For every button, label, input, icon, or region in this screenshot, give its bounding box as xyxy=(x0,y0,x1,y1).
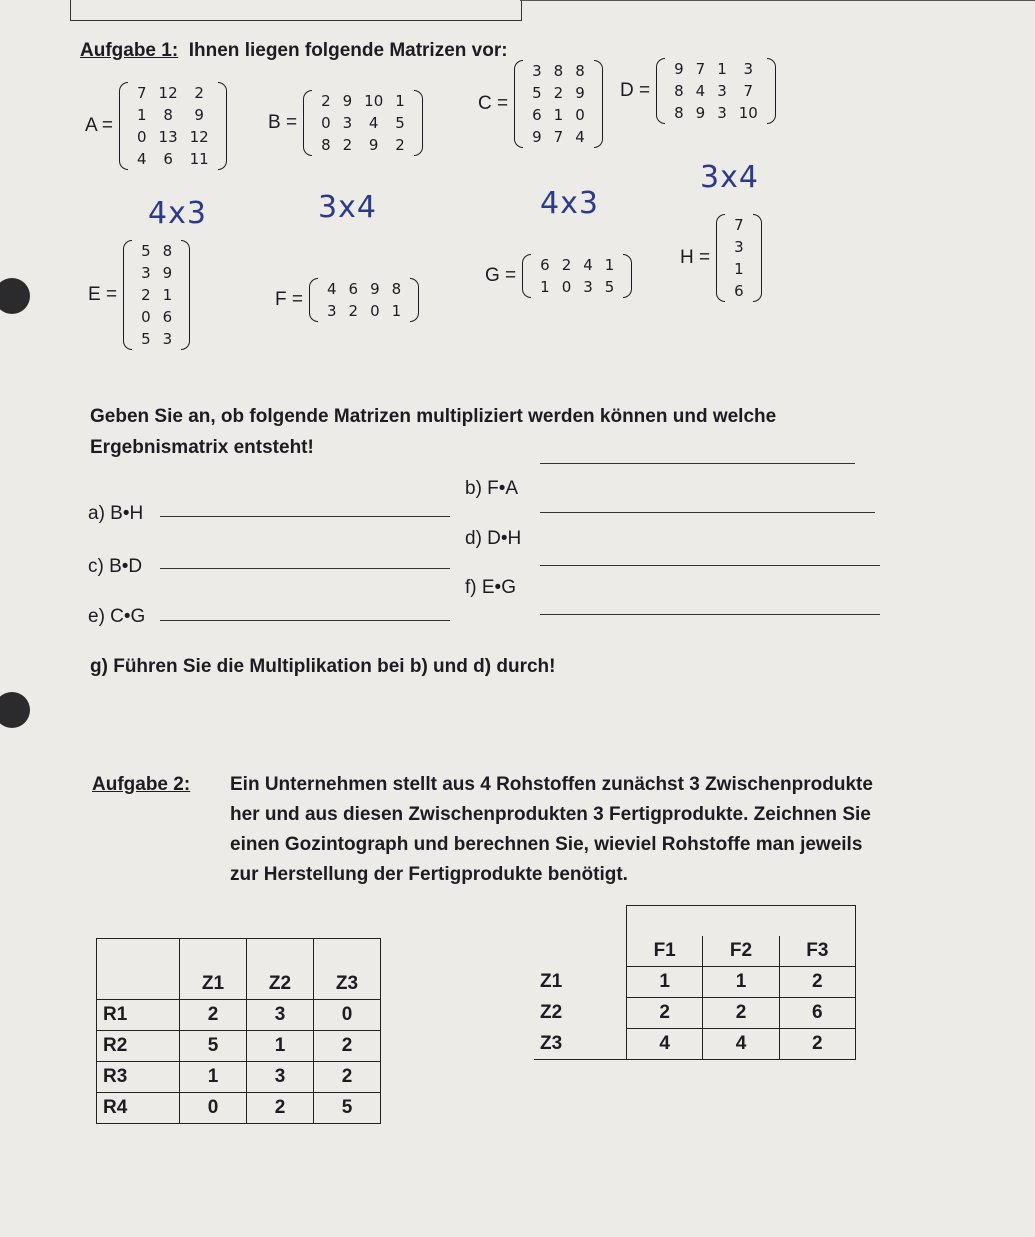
matrix-entry: 1 xyxy=(391,302,402,320)
table-cell: 1 xyxy=(627,967,703,998)
matrix-grid xyxy=(321,278,407,322)
matrix-row xyxy=(728,280,750,302)
matrix-entry: 9 xyxy=(162,264,173,282)
table-row xyxy=(534,1029,856,1060)
row-header: R2 xyxy=(97,1031,180,1062)
table-row xyxy=(534,906,856,937)
matrix-entry: 9 xyxy=(194,106,204,124)
aufgabe2-line-3: einen Gozintograph und berechnen Sie, wieviel Rohstoffe man jeweils xyxy=(230,834,863,855)
matrix-entry: 3 xyxy=(583,278,593,296)
col-header-z2: Z2 xyxy=(247,969,314,1000)
matrix-entry: 1 xyxy=(734,260,744,278)
matrix-entry: 4 xyxy=(137,150,147,168)
matrix-entry: 2 xyxy=(348,302,359,320)
aufgabe2-text xyxy=(230,770,1030,890)
aufgabe2-label-block xyxy=(92,770,190,800)
table-row xyxy=(534,998,856,1029)
item-f: f) E•G xyxy=(465,577,516,598)
matrix-entry: 7 xyxy=(743,82,754,100)
table-cell: 2 xyxy=(779,967,855,998)
matrix-c xyxy=(478,60,603,148)
matrix-entry: 8 xyxy=(674,104,684,122)
matrix-brackets xyxy=(303,90,423,156)
matrix-grid xyxy=(668,58,764,124)
table-row xyxy=(97,1000,381,1031)
matrix-entry: 8 xyxy=(553,62,564,80)
matrix-grid xyxy=(534,254,620,298)
matrix-row xyxy=(534,254,620,276)
matrix-entry: 0 xyxy=(141,308,151,326)
matrix-row xyxy=(135,240,178,262)
matrix-a xyxy=(85,82,227,170)
item-b: b) F•A xyxy=(465,478,519,499)
table-cell: 2 xyxy=(314,1031,381,1062)
aufgabe2-line-1: Ein Unternehmen stellt aus 4 Rohstoffen zunächst 3 Zwischenprodukte xyxy=(230,774,873,795)
matrix-brackets xyxy=(123,240,190,350)
matrix-row xyxy=(534,276,620,298)
matrix-grid xyxy=(315,90,411,156)
matrix-brackets xyxy=(119,82,227,170)
table-cell: 4 xyxy=(703,1029,779,1060)
matrix-brackets xyxy=(309,278,419,322)
matrix-entry: 0 xyxy=(561,278,572,296)
table-cell: 6 xyxy=(779,998,855,1029)
matrix-name: H = xyxy=(680,247,711,268)
matrix-row xyxy=(131,82,215,104)
table-row xyxy=(97,1093,381,1124)
matrix-grid xyxy=(526,60,591,148)
matrix-entry: 6 xyxy=(734,282,744,300)
aufgabe2-label: Aufgabe 2: xyxy=(92,774,191,795)
matrix-entry: 3 xyxy=(162,330,173,348)
table-cell: 5 xyxy=(314,1093,381,1124)
matrix-e xyxy=(88,240,190,350)
matrix-entry: 4 xyxy=(575,128,585,146)
matrix-entry: 1 xyxy=(137,106,147,124)
matrix-name: C = xyxy=(478,93,509,114)
matrix-name: G = xyxy=(485,265,517,286)
answer-line xyxy=(540,463,855,464)
table-header-row xyxy=(534,936,856,967)
table-cell: 5 xyxy=(180,1031,247,1062)
matrix-row xyxy=(668,58,764,80)
matrix-entry: 0 xyxy=(321,114,331,132)
question-line-2: Ergebnismatrix entsteht! xyxy=(90,437,314,458)
matrix-row xyxy=(526,82,591,104)
table-row xyxy=(97,1031,381,1062)
matrix-row xyxy=(526,104,591,126)
aufgabe1-heading xyxy=(80,40,508,62)
matrix-row xyxy=(668,80,764,102)
matrix-d xyxy=(620,58,776,124)
matrix-entry: 3 xyxy=(342,114,353,132)
matrix-row xyxy=(315,134,411,156)
matrix-entry: 3 xyxy=(532,62,542,80)
aufgabe1-intro: Ihnen liegen folgende Matrizen vor: xyxy=(188,40,508,61)
matrix-entry: 10 xyxy=(738,104,758,122)
matrix-grid xyxy=(131,82,215,170)
col-header-f1: F1 xyxy=(627,936,703,967)
matrix-brackets xyxy=(716,214,762,302)
row-header: R4 xyxy=(97,1093,180,1124)
aufgabe1-label: Aufgabe 1: xyxy=(80,40,179,61)
handwritten-note-a: 4x3 xyxy=(148,196,207,231)
answer-line-d[interactable] xyxy=(540,565,880,566)
matrix-row xyxy=(315,90,411,112)
matrix-row xyxy=(728,258,750,280)
table-cell: 0 xyxy=(180,1093,247,1124)
matrix-row xyxy=(728,214,750,236)
table-cell: 1 xyxy=(180,1062,247,1093)
matrix-row xyxy=(135,306,178,328)
matrix-entry: 3 xyxy=(141,264,151,282)
matrix-row xyxy=(315,112,411,134)
answer-line-b[interactable] xyxy=(540,512,875,513)
table-cell: 2 xyxy=(314,1062,381,1093)
matrix-entry: 4 xyxy=(583,256,593,274)
matrix-entry: 6 xyxy=(162,308,173,326)
matrix-entry: 5 xyxy=(141,242,151,260)
matrix-entry: 7 xyxy=(734,216,744,234)
col-header-z1: Z1 xyxy=(180,969,247,1000)
matrix-entry: 5 xyxy=(141,330,151,348)
matrix-name: B = xyxy=(268,112,298,133)
table-cell: 2 xyxy=(779,1029,855,1060)
matrix-entry: 8 xyxy=(163,106,173,124)
matrix-row xyxy=(668,102,764,124)
table-row xyxy=(97,1062,381,1093)
answer-line-f[interactable] xyxy=(540,614,880,615)
table-header-row xyxy=(97,969,381,1000)
matrix-entry: 13 xyxy=(158,128,178,146)
matrix-entry: 6 xyxy=(540,256,550,274)
table-cell: 2 xyxy=(627,998,703,1029)
matrix-entry: 4 xyxy=(368,114,379,132)
matrix-row xyxy=(131,148,215,170)
punch-hole xyxy=(0,278,30,314)
top-line xyxy=(520,0,1035,1)
row-header: Z2 xyxy=(534,998,627,1029)
matrix-entry: 1 xyxy=(395,92,405,110)
matrix-g xyxy=(485,254,632,298)
item-a: a) B•H xyxy=(88,503,144,524)
row-header: R3 xyxy=(97,1062,180,1093)
col-header-f3: F3 xyxy=(779,936,855,967)
table-cell: 2 xyxy=(180,1000,247,1031)
matrix-f xyxy=(275,278,419,322)
matrix-entry: 1 xyxy=(717,60,727,78)
table-row xyxy=(534,967,856,998)
raw-to-intermediate-table xyxy=(96,938,381,1124)
matrix-entry: 6 xyxy=(163,150,173,168)
answer-line-c[interactable] xyxy=(160,568,450,569)
col-header-z3: Z3 xyxy=(314,969,381,1000)
matrix-entry: 3 xyxy=(326,302,337,320)
table-cell: 3 xyxy=(247,1000,314,1031)
matrix-entry: 3 xyxy=(734,238,744,256)
matrix-entry: 7 xyxy=(553,128,564,146)
answer-line-e[interactable] xyxy=(160,620,450,621)
table-cell: 2 xyxy=(703,998,779,1029)
matrix-brackets xyxy=(522,254,632,298)
matrix-brackets xyxy=(514,60,603,148)
matrix-entry: 8 xyxy=(321,136,331,154)
punch-hole xyxy=(0,692,30,728)
matrix-entry: 9 xyxy=(575,84,585,102)
matrix-name: F = xyxy=(275,289,303,310)
matrix-row xyxy=(135,262,178,284)
matrix-entry: 10 xyxy=(364,92,384,110)
row-header: Z1 xyxy=(534,967,627,998)
matrix-entry: 9 xyxy=(342,92,353,110)
matrix-entry: 2 xyxy=(194,84,204,102)
matrix-entry: 1 xyxy=(162,286,173,304)
matrix-entry: 9 xyxy=(370,280,380,298)
matrix-entry: 8 xyxy=(674,82,684,100)
row-header: R1 xyxy=(97,1000,180,1031)
aufgabe2-line-2: her und aus diesen Zwischenprodukten 3 Fertigprodukte. Zeichnen Sie xyxy=(230,804,871,825)
intermediate-to-final-table xyxy=(534,905,856,1060)
matrix-name: E = xyxy=(88,284,118,305)
top-frame xyxy=(70,0,522,21)
matrix-entry: 8 xyxy=(575,62,585,80)
matrix-entry: 2 xyxy=(321,92,331,110)
matrix-entry: 1 xyxy=(553,106,564,124)
matrix-entry: 11 xyxy=(189,150,209,168)
matrix-entry: 7 xyxy=(137,84,147,102)
item-d: d) D•H xyxy=(465,528,522,549)
item-c: c) B•D xyxy=(88,556,143,577)
matrix-row xyxy=(131,126,215,148)
matrix-entry: 6 xyxy=(532,106,542,124)
matrix-row xyxy=(321,278,407,300)
aufgabe2-line-4: zur Herstellung der Fertigprodukte benötigt. xyxy=(230,864,628,885)
matrix-row xyxy=(728,236,750,258)
matrix-row xyxy=(321,300,407,322)
matrix-entry: 5 xyxy=(532,84,542,102)
matrix-entry: 2 xyxy=(395,136,405,154)
matrix-entry: 4 xyxy=(695,82,706,100)
col-header-f2: F2 xyxy=(703,936,779,967)
matrix-h xyxy=(680,214,762,302)
matrix-row xyxy=(135,328,178,350)
matrix-entry: 2 xyxy=(141,286,151,304)
handwritten-note-c: 4x3 xyxy=(540,186,599,221)
matrix-brackets xyxy=(656,58,776,124)
table-cell: 2 xyxy=(247,1093,314,1124)
matrix-name: A = xyxy=(85,115,113,136)
matrix-row xyxy=(131,104,215,126)
table-cell: 0 xyxy=(314,1000,381,1031)
matrix-row xyxy=(526,126,591,148)
row-header: Z3 xyxy=(534,1029,627,1060)
matrix-entry: 3 xyxy=(717,82,727,100)
matrix-row xyxy=(526,60,591,82)
matrix-b xyxy=(268,90,423,156)
table-cell: 4 xyxy=(627,1029,703,1060)
matrix-entry: 6 xyxy=(348,280,359,298)
matrix-entry: 0 xyxy=(137,128,147,146)
matrix-grid xyxy=(135,240,178,350)
matrix-entry: 5 xyxy=(395,114,405,132)
matrix-entry: 9 xyxy=(674,60,684,78)
table-cell: 3 xyxy=(247,1062,314,1093)
matrix-entry: 0 xyxy=(370,302,380,320)
matrix-entry: 2 xyxy=(553,84,564,102)
matrix-entry: 0 xyxy=(575,106,585,124)
handwritten-note-d: 3x4 xyxy=(700,160,759,195)
matrix-entry: 8 xyxy=(391,280,402,298)
question-line-1: Geben Sie an, ob folgende Matrizen multipliziert werden können und welche xyxy=(90,406,777,427)
matrix-entry: 2 xyxy=(342,136,353,154)
matrix-entry: 3 xyxy=(743,60,754,78)
matrix-entry: 1 xyxy=(604,256,615,274)
table-cell: 1 xyxy=(703,967,779,998)
matrix-entry: 9 xyxy=(368,136,379,154)
matrix-entry: 2 xyxy=(561,256,572,274)
table-row xyxy=(97,939,381,970)
matrix-grid xyxy=(728,214,750,302)
matrix-name: D = xyxy=(620,80,651,101)
answer-line-a[interactable] xyxy=(160,516,450,517)
matrix-entry: 4 xyxy=(326,280,337,298)
matrix-entry: 5 xyxy=(604,278,615,296)
matrix-entry: 8 xyxy=(162,242,173,260)
matrix-entry: 12 xyxy=(158,84,178,102)
table-cell: 1 xyxy=(247,1031,314,1062)
item-g: g) Führen Sie die Multiplikation bei b) und d) durch! xyxy=(90,656,556,677)
matrix-entry: 9 xyxy=(532,128,542,146)
matrix-entry: 3 xyxy=(717,104,727,122)
item-e: e) C•G xyxy=(88,606,146,627)
matrix-row xyxy=(135,284,178,306)
matrix-entry: 1 xyxy=(540,278,550,296)
handwritten-note-b: 3x4 xyxy=(318,190,377,225)
matrix-entry: 9 xyxy=(695,104,706,122)
matrix-entry: 7 xyxy=(695,60,706,78)
matrix-entry: 12 xyxy=(189,128,209,146)
